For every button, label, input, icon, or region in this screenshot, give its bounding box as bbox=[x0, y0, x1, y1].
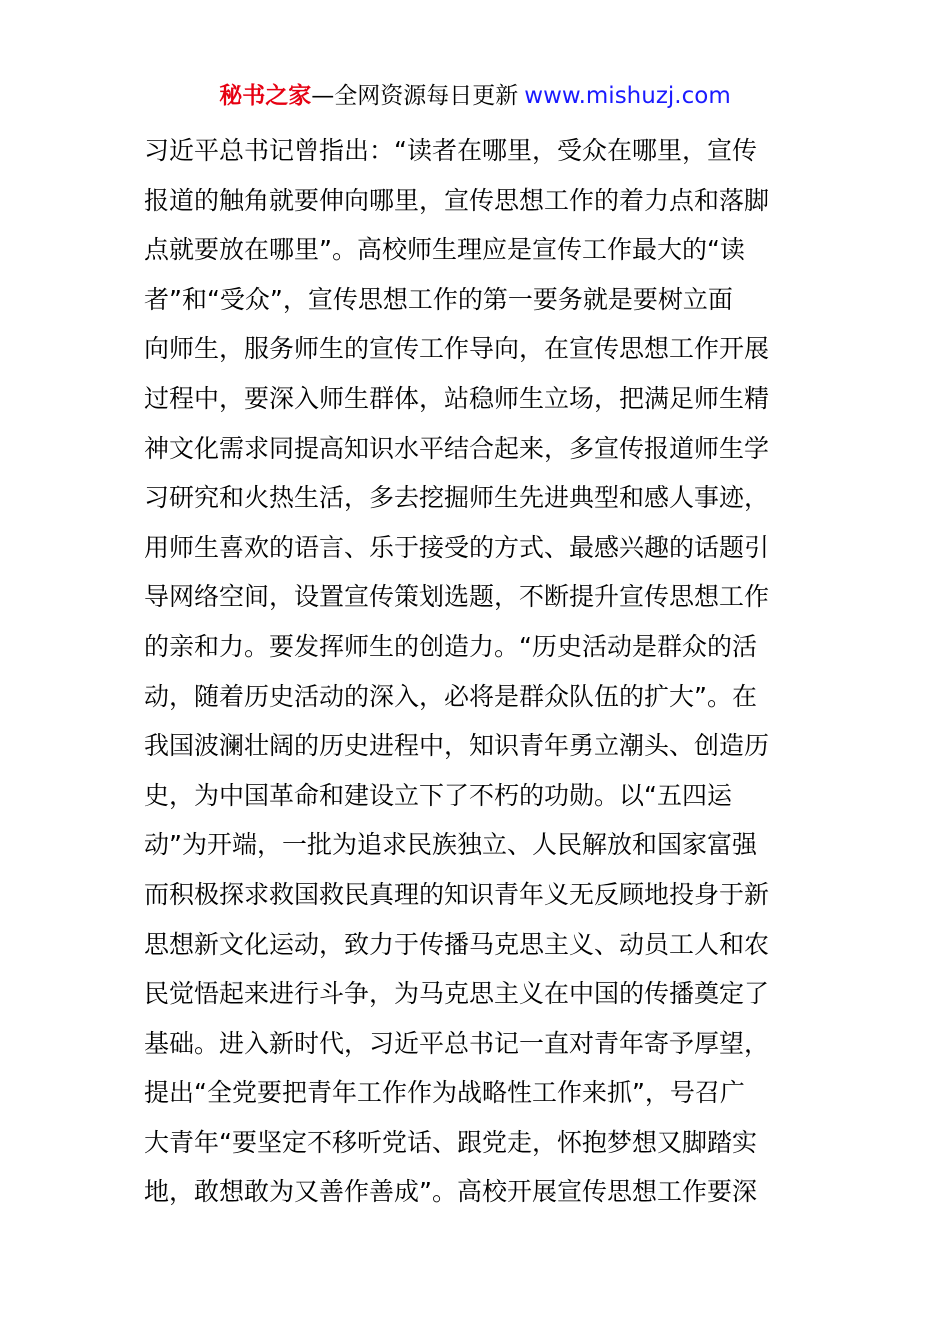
text-line: 大青年“要坚定不移听党话、跟党走，怀抱梦想又脚踏实 bbox=[144, 1127, 757, 1157]
text-line: 导网络空间，设置宣传策划选题，不断提升宣传思想工作 bbox=[144, 582, 770, 612]
text-line: 点就要放在哪里”。高校师生理应是宣传工作最大的“读 bbox=[144, 235, 745, 265]
text-line: 习研究和火热生活，多去挖掘师生先进典型和感人事迹， bbox=[144, 483, 770, 513]
text-line: 过程中，要深入师生群体，站稳师生立场，把满足师生精 bbox=[144, 383, 770, 413]
site-url-link[interactable]: www.mishuzj.com bbox=[524, 83, 731, 109]
text-line: 我国波澜壮阔的历史进程中，知识青年勇立潮头、创造历 bbox=[144, 731, 770, 761]
text-line: 用师生喜欢的语言、乐于接受的方式、最感兴趣的话题引 bbox=[144, 532, 770, 562]
text-line: 向师生，服务师生的宣传工作导向，在宣传思想工作开展 bbox=[144, 334, 770, 364]
text-line: 而积极探求救国救民真理的知识青年义无反顾地投身于新 bbox=[144, 879, 770, 909]
text-line: 史，为中国革命和建设立下了不朽的功勋。以“五四运 bbox=[144, 780, 732, 810]
site-brand: 秘书之家 bbox=[219, 83, 312, 109]
text-line: 基础。进入新时代，习近平总书记一直对青年寄予厚望， bbox=[144, 1028, 770, 1058]
text-line: 者”和“受众”，宣传思想工作的第一要务就是要树立面 bbox=[144, 284, 733, 314]
text-line: 思想新文化运动，致力于传播马克思主义、动员工人和农 bbox=[144, 929, 770, 959]
text-line: 民觉悟起来进行斗争，为马克思主义在中国的传播奠定了 bbox=[144, 979, 770, 1009]
text-line: 动，随着历史活动的深入，必将是群众队伍的扩大”。在 bbox=[144, 681, 757, 711]
text-line: 提出“全党要把青年工作作为战略性工作来抓”，号召广 bbox=[144, 1078, 745, 1108]
text-line: 地，敢想敢为又善作善成”。高校开展宣传思想工作要深 bbox=[144, 1177, 757, 1207]
text-line: 的亲和力。要发挥师生的创造力。“历史活动是群众的活 bbox=[144, 631, 757, 661]
site-tagline: —全网资源每日更新 bbox=[311, 83, 519, 109]
page-header bbox=[0, 80, 950, 112]
text-line: 报道的触角就要伸向哪里，宣传思想工作的着力点和落脚 bbox=[144, 185, 770, 215]
text-line: 神文化需求同提高知识水平结合起来，多宣传报道师生学 bbox=[144, 433, 770, 463]
text-line: 动”为开端，一批为追求民族独立、人民解放和国家富强 bbox=[144, 830, 757, 860]
text-line: 习近平总书记曾指出：“读者在哪里，受众在哪里，宣传 bbox=[144, 136, 757, 165]
body-paragraph bbox=[144, 126, 814, 1217]
